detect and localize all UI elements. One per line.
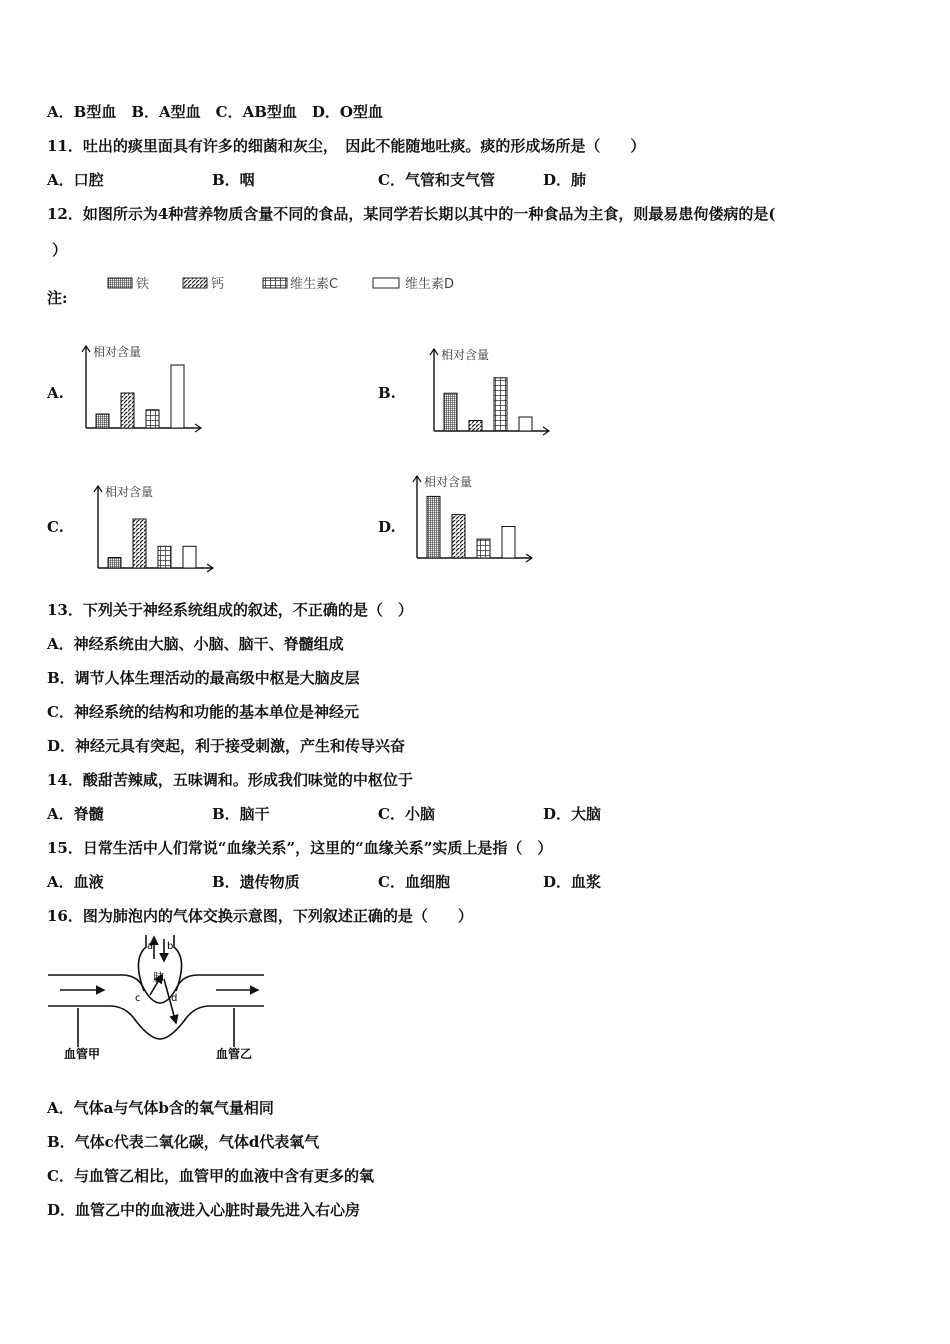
chart-b-bar-vitamin-d (519, 417, 532, 431)
chart-c-bar-vitamin-c (158, 546, 171, 568)
chart-d-bar-vitamin-d (502, 527, 515, 559)
q13-option-d: D．神经元具有突起，利于接受刺激，产生和传导兴奋 (47, 737, 406, 755)
q11-option-b: B．咽 (212, 171, 255, 189)
q14-stem: 14．酸甜苦辣咸，五味调和。形成我们味觉的中枢位于 (47, 771, 413, 789)
chart-a-bar-vitamin-c (146, 410, 159, 428)
q12-note-label: 注: (47, 289, 68, 307)
q12-figures (0, 0, 950, 620)
q16-option-d: D．血管乙中的血液进入心脏时最先进入右心房 (47, 1201, 361, 1219)
chart-d-bar-calcium (452, 515, 465, 558)
vessel-2-label: 血管乙 (216, 1047, 253, 1061)
q11-option-d: D．肺 (543, 171, 587, 189)
chart-a-label: A. (47, 384, 64, 402)
chart-b-y-axis-label: 相对含量 (441, 348, 490, 362)
legend-vitamin-c-swatch (263, 278, 287, 288)
chart-c-label: C. (47, 518, 64, 536)
q13-option-c: C．神经系统的结构和功能的基本单位是神经元 (47, 703, 359, 721)
chart-d-label: D. (378, 518, 396, 536)
q16-option-c: C．与血管乙相比，血管甲的血液中含有更多的氧 (47, 1167, 374, 1185)
legend (108, 276, 454, 292)
q10-options: A．B型血 B．A型血 C．AB型血 D．O型血 (47, 103, 383, 121)
chart-b-label: B. (378, 384, 396, 402)
legend-vitamin-d-label: 维生素D (405, 277, 455, 292)
q14-option-a: A．脊髓 (47, 805, 104, 823)
chart-b-bar-vitamin-c (494, 378, 507, 431)
gas-a-label: a (147, 941, 154, 952)
q11-option-a: A．口腔 (47, 171, 104, 189)
chart-d (413, 474, 532, 562)
q14-option-b: B．脑干 (212, 805, 270, 823)
q15-option-a: A．血液 (47, 873, 104, 891)
legend-calcium-label: 钙 (211, 277, 225, 292)
chart-b-bar-iron (444, 393, 457, 431)
chart-a-bar-vitamin-d (171, 365, 184, 428)
chart-c-bar-iron (108, 558, 121, 569)
q11-stem: 11．吐出的痰里面具有许多的细菌和灰尘， 因此不能随地吐痰。痰的形成场所是（ ） (47, 137, 646, 155)
q16-stem: 16．图为肺泡内的气体交换示意图，下列叙述正确的是（ ） (47, 907, 473, 925)
gas-c-label: c (135, 993, 141, 1004)
q15-option-c: C．血细胞 (378, 873, 450, 891)
q16-option-a: A．气体a与气体b含的氧气量相同 (47, 1099, 274, 1117)
chart-a-bar-iron (96, 414, 109, 428)
chart-d-bar-iron (427, 496, 440, 558)
legend-vitamin-d-swatch (373, 278, 399, 288)
q15-option-d: D．血浆 (543, 873, 602, 891)
q13-option-a: A．神经系统由大脑、小脑、脑干、脊髓组成 (47, 635, 344, 653)
legend-iron-swatch (108, 278, 132, 288)
q14-option-d: D．大脑 (543, 805, 602, 823)
q13-option-b: B．调节人体生理活动的最高级中枢是大脑皮层 (47, 669, 360, 687)
alveolus-label: 肺 (153, 971, 164, 984)
chart-a-y-axis-label: 相对含量 (93, 345, 142, 359)
chart-a-bar-calcium (121, 393, 134, 428)
chart-d-y-axis-label: 相对含量 (424, 475, 473, 489)
chart-c-bar-vitamin-d (183, 546, 196, 568)
chart-c-y-axis-label: 相对含量 (105, 485, 154, 499)
alveolus-gas-exchange-diagram (40, 935, 280, 1070)
chart-c-bar-calcium (133, 519, 146, 568)
q12-stem: 12．如图所示为4种营养物质含量不同的食品，某同学若长期以其中的一种食品为主食，则最易患佝偻病的是( (47, 205, 776, 223)
chart-c (94, 484, 213, 572)
legend-calcium-swatch (183, 278, 207, 288)
q15-stem: 15．日常生活中人们常说“血缘关系”，这里的“血缘关系”实质上是指（ ） (47, 839, 553, 857)
vessel-lower-wall (48, 1006, 264, 1039)
legend-vitamin-c-label: 维生素C (290, 277, 339, 292)
chart-b-bar-calcium (469, 421, 482, 432)
gas-d-label: d (171, 993, 178, 1004)
chart-a (82, 344, 201, 432)
q14-option-c: C．小脑 (378, 805, 435, 823)
q13-stem: 13．下列关于神经系统组成的叙述，不正确的是（ ） (47, 601, 413, 619)
chart-d-bar-vitamin-c (477, 539, 490, 558)
q16-option-b: B．气体c代表二氧化碳，气体d代表氧气 (47, 1133, 320, 1151)
vessel-1-label: 血管甲 (64, 1047, 101, 1061)
gas-b-label: b (167, 941, 174, 952)
q11-option-c: C．气管和支气管 (378, 171, 495, 189)
q15-option-b: B．遗传物质 (212, 873, 300, 891)
q12-stem-end: ） (52, 241, 68, 259)
legend-iron-label: 铁 (136, 277, 150, 292)
chart-b (430, 347, 549, 435)
